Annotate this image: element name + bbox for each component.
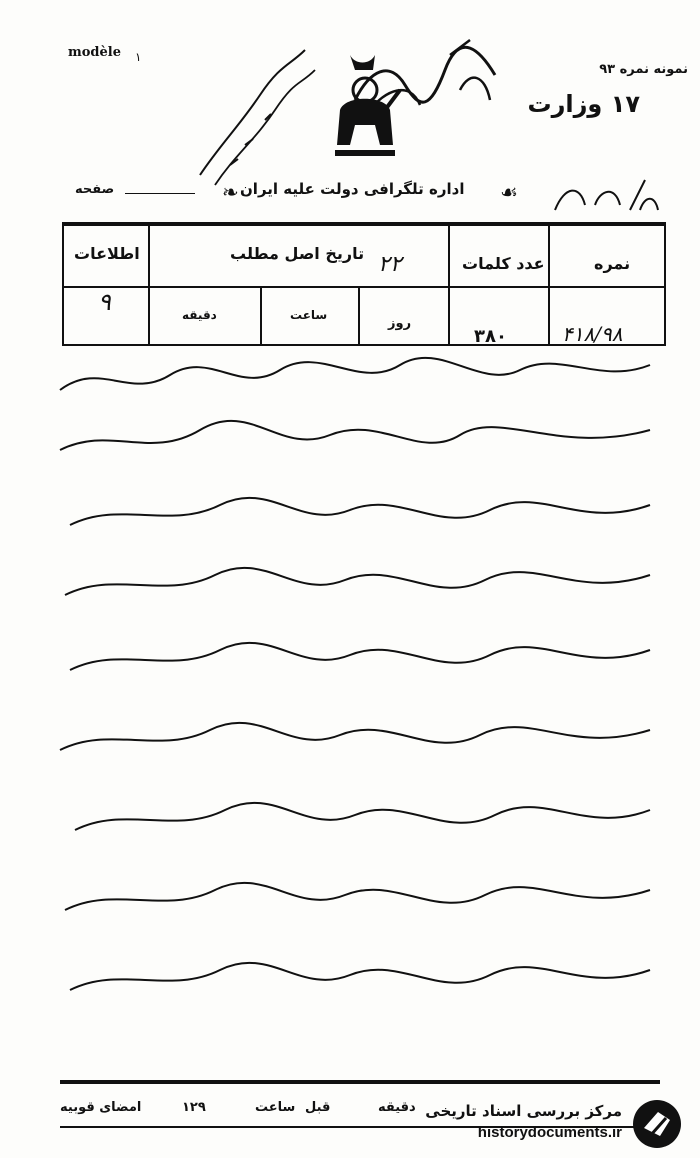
archive-logo-icon — [630, 1098, 684, 1150]
minute-header: دقیقه — [182, 308, 217, 322]
form-number: نمونه نمره ۹۳ — [599, 62, 688, 77]
words-value: ۳۸۰ — [474, 326, 507, 347]
number-value: ۴۱۸/۹۸ — [562, 322, 623, 346]
model-label: modèle — [68, 45, 121, 60]
footer-number-value: ۱۲۹ — [182, 1100, 206, 1115]
table-divider — [260, 286, 262, 344]
page-label: صفحه — [75, 182, 115, 197]
date-handwritten — [550, 175, 660, 220]
origin-date-header: تاریخ اصل مطلب — [230, 244, 365, 263]
ornament-right-icon: ☙ — [500, 180, 518, 204]
watermark-title: مرکز بررسی اسناد تاریخی — [425, 1102, 622, 1120]
table-divider — [448, 222, 450, 344]
archive-watermark — [402, 1098, 692, 1150]
ministry-printed: ۱۷ وزارت — [527, 90, 640, 118]
origin-date-handwritten: ۲۲ — [378, 252, 402, 277]
page-number-line — [125, 193, 195, 194]
hour-header: ساعت — [290, 308, 328, 322]
table-divider — [148, 222, 150, 344]
footer-signature-label: امضای قوبیه — [60, 1100, 142, 1115]
margin-note-handwritten — [180, 45, 320, 190]
handwritten-message-body — [40, 350, 670, 1050]
footer-hour-label: ساعت — [255, 1100, 296, 1115]
office-title: اداره تلگرافی دولت علیه ایران — [240, 180, 465, 198]
table-divider — [358, 286, 360, 344]
table-divider — [548, 222, 550, 344]
lion-and-sun-emblem — [325, 50, 405, 165]
table-top-rule — [62, 222, 666, 226]
info-header: اطلاعات — [74, 244, 140, 263]
footer-minute-label: دقیقه — [378, 1100, 416, 1115]
table-middle-rule — [62, 286, 666, 288]
table-left-border — [62, 222, 64, 344]
table-right-border — [664, 222, 666, 344]
words-header: عدد کلمات — [462, 254, 545, 273]
footer-before-label: قبل — [305, 1100, 331, 1115]
footer-top-rule — [60, 1080, 660, 1084]
telegram-header-table — [62, 222, 666, 350]
ornament-left-icon: ❧ — [222, 180, 239, 204]
info-handwritten: ۹ — [98, 288, 111, 316]
number-header: نمره — [594, 254, 631, 273]
model-number: ۱ — [135, 50, 142, 64]
day-header: روز — [388, 316, 412, 331]
watermark-url: historydocuments.ir — [477, 1124, 622, 1141]
